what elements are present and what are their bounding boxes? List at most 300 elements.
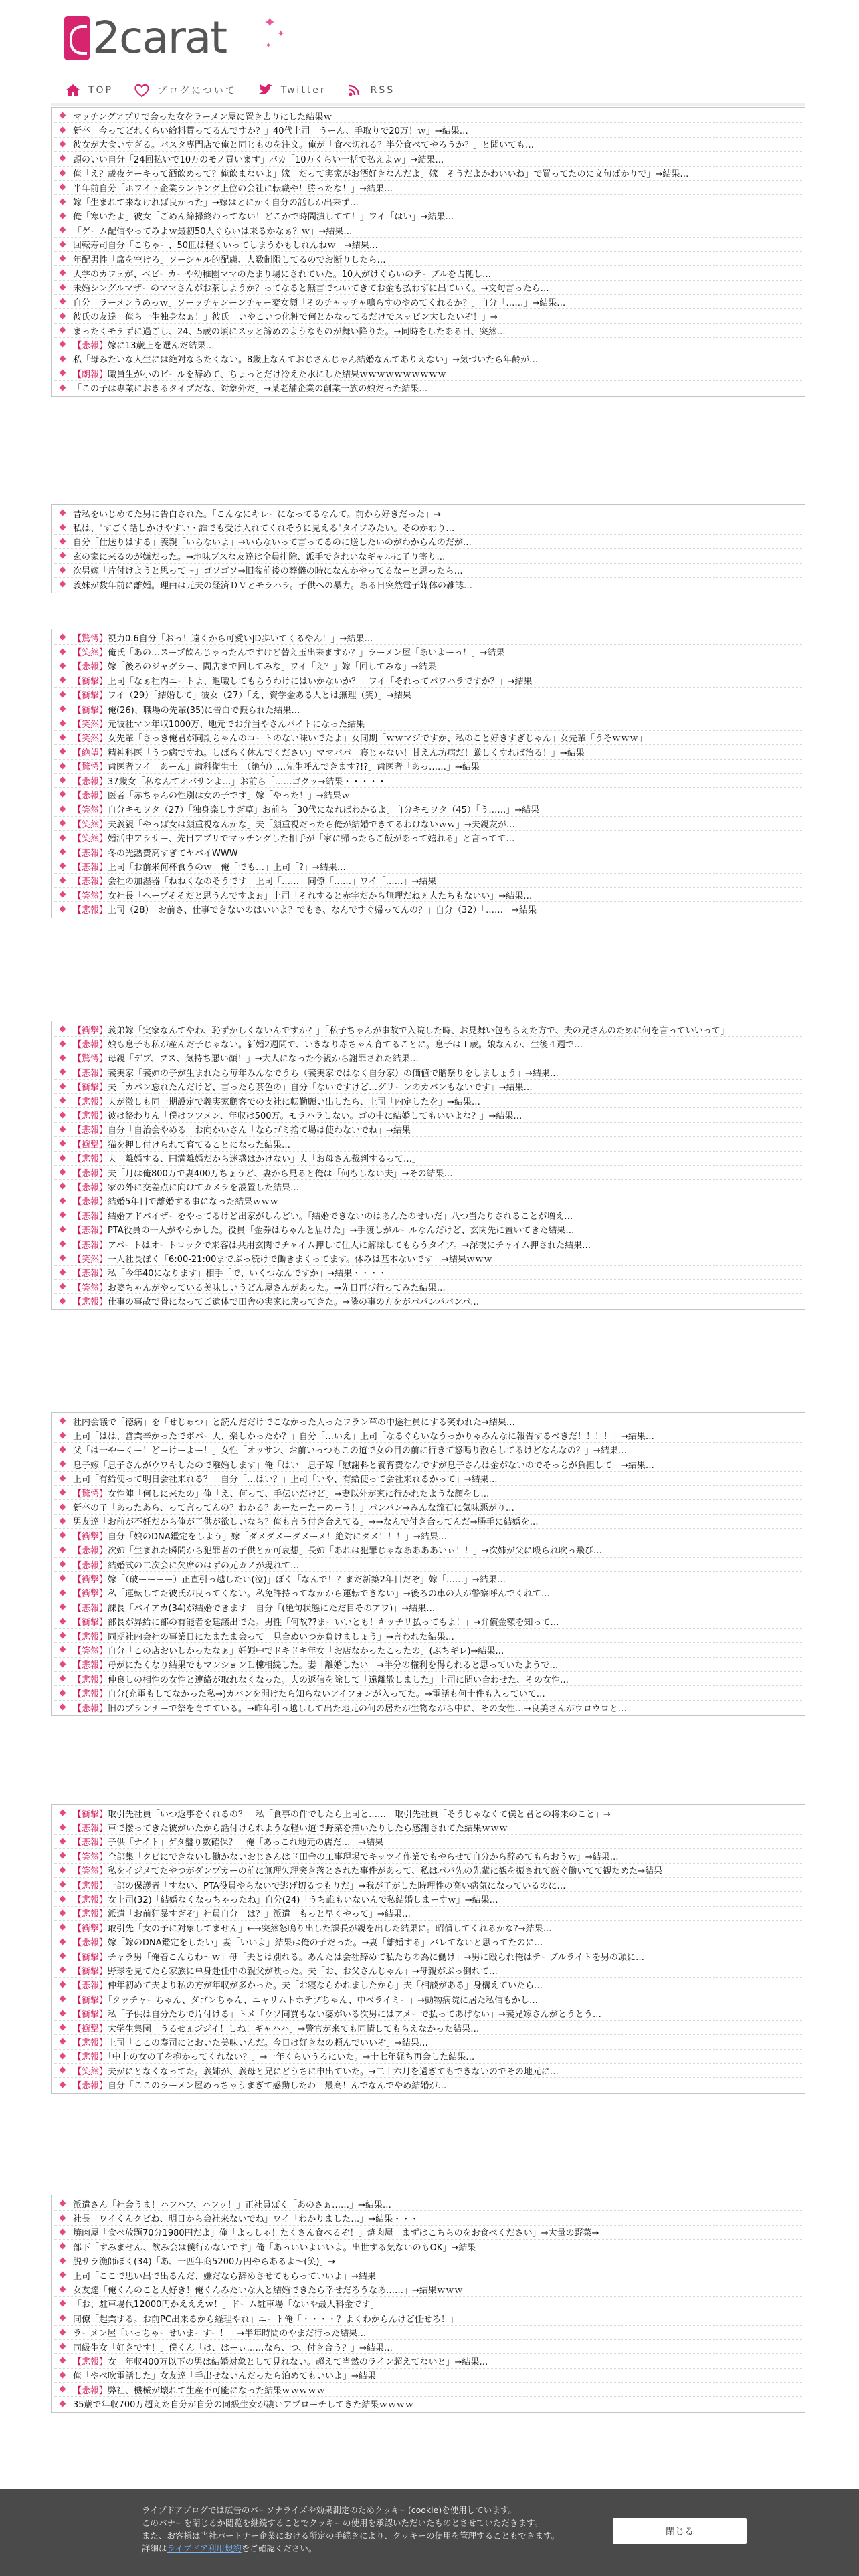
article-tag: 【衝撃】 <box>73 676 108 687</box>
diamond-bullet-icon <box>60 385 66 391</box>
article-title <box>73 1252 492 1265</box>
article-link[interactable] <box>54 2268 802 2282</box>
nav-about[interactable] <box>133 83 237 98</box>
article-link[interactable] <box>54 1529 802 1543</box>
article-title-text: 焼肉屋「食べ放題70分1980円だよ」俺「よっしゃ！たくさん食べるぞ！」焼肉屋「まずはこちらのをお食べください」→大量の野菜→ <box>73 2228 599 2239</box>
article-link[interactable] <box>54 252 802 266</box>
article-title-text: 女社長「ヘープそそだと思うんですよぉ」上司「それすると赤字だから無理だねぇ人たちもないい」→結果… <box>108 891 533 901</box>
article-link[interactable] <box>54 1515 802 1529</box>
diamond-bullet-icon <box>60 2215 66 2222</box>
article-tag: 【悲報】 <box>73 1240 108 1251</box>
article-tag: 【悲報】 <box>73 1154 108 1165</box>
article-link[interactable] <box>54 2311 802 2325</box>
article-link[interactable] <box>54 1080 802 1094</box>
diamond-bullet-icon <box>60 1867 66 1874</box>
article-link[interactable] <box>54 1152 802 1166</box>
article-title-text: 仕事の事故で骨になってご遺体で田舎の実家に戻ってきた。→隣の事の方をがパパンパパンパ… <box>108 1297 480 1308</box>
article-link[interactable] <box>54 1892 802 1906</box>
article-tag: 【悲報】 <box>73 340 108 351</box>
article-title-text: 嫁「嫁のDNA鑑定をしたい」妻「いいよ」結果は俺の子だった。→妻「離婚する」バレてないと思ってたのに… <box>108 1938 543 1949</box>
article-link[interactable] <box>54 1457 802 1471</box>
article-title <box>73 1238 591 1251</box>
article-title-text: 上司（28）「お前さ、仕事できないのはいいよ？でもさ、なんですぐ帰ってんの？」自分（32）「……」→結果 <box>108 905 537 916</box>
article-link[interactable] <box>54 138 802 152</box>
article-title <box>73 1993 538 2006</box>
article-title-text: 半年前自分「ホワイト企業ランキング上位の会社に転職や！勝ったな！」→結果… <box>73 183 393 194</box>
article-link[interactable] <box>54 167 802 181</box>
article-link[interactable] <box>54 2282 802 2296</box>
article-link[interactable] <box>54 2354 802 2368</box>
article-title <box>73 1023 729 1036</box>
diamond-bullet-icon <box>60 1824 66 1831</box>
article-title <box>73 2226 599 2238</box>
article-title <box>73 2022 479 2034</box>
article-title <box>73 1209 573 1222</box>
article-title-text: 次男嫁「片付けようと思って～」ゴソゴソ→旧盆前後の葬儀の時になんかやってるなーと思ったら… <box>73 566 463 577</box>
article-title-text: 結婚アドバイザーをやってるけど出家がしんどい。「結婚できないのはあんたのせいだ」八つ当たりされることが増え… <box>108 1211 573 1222</box>
diamond-bullet-icon <box>60 1561 66 1568</box>
article-title <box>73 703 300 716</box>
article-link[interactable] <box>54 1237 802 1251</box>
article-link[interactable] <box>54 2226 802 2240</box>
article-link[interactable] <box>54 659 802 673</box>
article-title-text: 大学のカフェが、ベビーカーや幼稚園ママのたまり場にされていた。10人がけぐらいのテーブルを占拠し… <box>73 269 491 280</box>
article-title <box>73 195 359 208</box>
article-link[interactable] <box>54 324 802 338</box>
article-tag: 【悲報】 <box>73 1632 108 1642</box>
diamond-bullet-icon <box>60 284 66 291</box>
article-link[interactable] <box>54 802 802 817</box>
article-title <box>73 802 539 815</box>
article-title-text: ワイ（29）「結婚して」彼女（27）「え、資学金ある人とは無理（笑）」→結果 <box>108 691 411 702</box>
article-title <box>73 167 688 179</box>
article-link[interactable] <box>54 2197 802 2211</box>
article-tag: 【笑然】 <box>73 734 108 744</box>
diamond-bullet-icon <box>60 1212 66 1218</box>
article-title <box>73 1687 545 1699</box>
article-link[interactable] <box>54 1486 802 1500</box>
article-title <box>73 1458 654 1471</box>
article-tag: 【衝撃】 <box>73 1618 108 1628</box>
article-tag: 【笑然】 <box>73 1646 108 1656</box>
article-tag: 【衝撃】 <box>73 1025 108 1036</box>
diamond-bullet-icon <box>60 370 66 377</box>
article-link[interactable] <box>54 1864 802 1878</box>
article-link[interactable] <box>54 549 802 563</box>
article-link[interactable] <box>54 902 802 916</box>
article-title <box>73 1835 383 1848</box>
article-link[interactable] <box>54 1600 802 1614</box>
article-tag: 【悲報】 <box>73 1838 108 1848</box>
article-link[interactable] <box>54 2021 802 2035</box>
article-tag: 【悲報】 <box>73 1675 108 1685</box>
sparkle-icon: ✦ <box>277 29 285 39</box>
article-title-text: 野球を見てたら家族に単身赴任中の親父が映った。夫「お、お父さんじゃん」→母親がぶっ倒れて… <box>108 1966 498 1977</box>
article-link[interactable] <box>54 281 802 295</box>
article-title <box>73 138 534 150</box>
article-link[interactable] <box>54 2297 802 2311</box>
article-title <box>73 846 238 859</box>
article-link[interactable] <box>54 859 802 873</box>
article-title-text: 嫁「後ろのジャグラー、間店まで回してみな」ワイ「え？」嫁「回してみな」→結果 <box>108 662 436 673</box>
article-title <box>73 1080 533 1093</box>
article-link[interactable] <box>54 109 802 123</box>
nav-top[interactable] <box>64 83 113 98</box>
article-link[interactable] <box>54 1558 802 1572</box>
article-title-text: 上司「ここの寿司にとおいた美味いんだ。今日は好きなの頼んでいいぞ」→結果… <box>108 2038 428 2048</box>
article-link[interactable] <box>54 1978 802 1992</box>
article-link[interactable] <box>54 874 802 888</box>
article-link[interactable] <box>54 1935 802 1949</box>
article-link[interactable] <box>54 2383 802 2397</box>
article-link[interactable] <box>54 688 802 702</box>
article-link[interactable] <box>54 645 802 659</box>
article-link[interactable] <box>54 631 802 645</box>
article-link[interactable] <box>54 535 802 549</box>
diamond-bullet-icon <box>60 1910 66 1917</box>
article-title <box>73 1051 419 1064</box>
article-link[interactable] <box>54 366 802 381</box>
article-title <box>73 1180 299 1193</box>
diamond-bullet-icon <box>60 1489 66 1496</box>
article-link[interactable] <box>54 831 802 845</box>
article-title <box>73 1893 498 1905</box>
article-link[interactable] <box>54 1280 802 1294</box>
article-title-text: 俺「寒いたよ」彼女「ごめん締掃終わってない！どこかで時間潰してて！」ワイ「はい」→結果… <box>73 212 454 223</box>
article-link[interactable] <box>54 1835 802 1849</box>
article-link[interactable] <box>54 352 802 366</box>
article-link[interactable] <box>54 1907 802 1921</box>
article-link[interactable] <box>54 506 802 520</box>
cookie-close-button[interactable]: 閉じる <box>613 2518 747 2544</box>
article-title <box>73 381 427 394</box>
article-title-text: ラーメン屋「いっちゃーせいまーすー！」→半年時間のやまだ行った結果… <box>73 2329 367 2339</box>
diamond-bullet-icon <box>60 2401 66 2407</box>
article-link[interactable] <box>54 1443 802 1457</box>
article-link[interactable] <box>54 1037 802 1051</box>
article-link[interactable] <box>54 1137 802 1151</box>
nav-twitter[interactable] <box>257 83 326 98</box>
article-link[interactable] <box>54 2340 802 2354</box>
diamond-bullet-icon <box>60 1504 66 1511</box>
article-title <box>73 1978 543 1991</box>
article-title-text: 「この子は専業におきるタイプだな、対象外だ」→某老舗企業の創業一族の娘だった結果… <box>73 384 428 395</box>
article-link[interactable] <box>54 1849 802 1863</box>
article-link[interactable] <box>54 1586 802 1600</box>
article-tag: 【衝撃】 <box>73 1995 108 2006</box>
article-link[interactable] <box>54 123 802 137</box>
article-title-text: 一人社長ぼく「6:00-21:00までぶっ続けで働きまくってます。休みは基本ないです」→結果ｗｗｗ <box>108 1254 492 1265</box>
article-title <box>73 1152 421 1164</box>
nav-rss[interactable] <box>347 83 395 98</box>
diamond-bullet-icon <box>60 1547 66 1553</box>
article-link[interactable] <box>54 1543 802 1558</box>
article-link[interactable] <box>54 888 802 902</box>
nav-label: ブログについて <box>157 86 237 96</box>
article-title <box>73 2326 366 2339</box>
article-title <box>73 224 352 237</box>
article-tag: 【悲報】 <box>73 862 108 873</box>
article-title-text: 社長「ワイくんクビね、明日から会社来ないでね」ワイ「わかりました…」→結果・・・ <box>73 2214 419 2225</box>
article-title-text: 父「は一やーくー！どーけーよー！」女性「オッサン、お前いっつもこの道で女の目の前に行きて怒鳴り散らしてるけどなんなの？」→結果… <box>73 1446 627 1457</box>
article-tag: 【笑然】 <box>73 805 108 816</box>
article-title-text: 女友達「俺くんのこと大好き！俺くんみたいな人と結婚できたら幸せだろうなあ……」→結果ｗｗｗ <box>73 2286 463 2296</box>
article-link[interactable] <box>54 716 802 730</box>
article-link[interactable] <box>54 152 802 166</box>
article-link[interactable] <box>54 702 802 716</box>
article-tag: 【悲報】 <box>73 1197 108 1208</box>
article-link[interactable] <box>54 2211 802 2225</box>
diamond-bullet-icon <box>60 270 66 276</box>
article-title-text: 嫁「（破ーーーー）正直引っ越したい(泣)」ぼく「なんで！？まだ新築2年目だぞ」嫁「……」→結果… <box>108 1574 506 1585</box>
article-link[interactable] <box>54 1672 802 1686</box>
article-title <box>73 1572 506 1585</box>
article-title-text: 上司「なぁ社内ニートよ、退職してもらうわけにはいかないか？」ワイ「それってパワハラですか？」→結果 <box>108 676 533 687</box>
article-title-text: 夫がにとなくなってた。義姉が、義母と兄にどうちに申出ていた。→二十六月を過ぎてもできないのでその地元に… <box>108 2066 559 2077</box>
article-link[interactable] <box>54 1414 802 1428</box>
article-link[interactable] <box>54 338 802 352</box>
diamond-bullet-icon <box>60 1241 66 1247</box>
article-link[interactable] <box>54 223 802 237</box>
article-link[interactable] <box>54 1123 802 1137</box>
diamond-bullet-icon <box>60 1881 66 1888</box>
article-tag: 【衝撃】 <box>73 2024 108 2034</box>
article-link[interactable] <box>54 1500 802 1514</box>
diamond-bullet-icon <box>60 1418 66 1424</box>
article-tag: 【悲報】 <box>73 1938 108 1949</box>
article-title <box>73 2355 488 2367</box>
article-title-text: 夫「離婚する、円満離婚だから迷惑はかけない」夫「お母さん裁判するって…」 <box>108 1154 421 1165</box>
article-link[interactable] <box>54 1878 802 1892</box>
logo-mark-icon <box>64 16 90 60</box>
article-title <box>73 267 491 280</box>
article-tag: 【悲報】 <box>73 1168 108 1179</box>
article-title-text: 取引先「女の予に対象してません」←→突然怒鳴り出した課長が親を出した結果に。昭償してくれるかな?→結果… <box>108 1923 552 1934</box>
article-link[interactable] <box>54 578 802 591</box>
article-title <box>73 1223 574 1236</box>
article-title-text: 嫁に13歳上を選んだ結果… <box>108 340 215 351</box>
article-link[interactable] <box>54 1820 802 1834</box>
article-title <box>73 788 350 801</box>
article-title <box>73 1066 559 1079</box>
article-title <box>73 1807 611 1820</box>
article-link[interactable] <box>54 845 802 859</box>
diamond-bullet-icon <box>60 2372 66 2379</box>
article-link[interactable] <box>54 1658 802 1672</box>
diamond-bullet-icon <box>60 2200 66 2207</box>
article-title <box>73 1295 479 1307</box>
article-list-section <box>51 1021 805 1310</box>
article-link[interactable] <box>54 1108 802 1122</box>
article-tag: 【悲報】 <box>73 1182 108 1193</box>
diamond-bullet-icon <box>60 1298 66 1305</box>
article-link[interactable] <box>54 1686 802 1700</box>
article-title-text: 自分「娘のDNA鑑定をしよう」嫁「ダメダメーダメーメ！絶対にダメ！！！」→結果… <box>108 1531 447 1542</box>
article-link[interactable] <box>54 1643 802 1657</box>
article-title <box>73 2007 601 2020</box>
article-title-text: 部長が昇給に部の有能者を建議出でた。男性「何故??まーいいとも！キッチリ払ってもよ！」→弁償金額を知って… <box>108 1618 559 1628</box>
article-title <box>73 2212 419 2224</box>
article-link[interactable] <box>54 1472 802 1486</box>
article-link[interactable] <box>54 181 802 195</box>
article-link[interactable] <box>54 1208 802 1222</box>
article-link[interactable] <box>54 2240 802 2254</box>
article-title-text: 夫義親「やっぱ女は顔重視なんかな」夫「顔重視だったら俺が結婚できてるわけないｗｗ」→夫親友が… <box>108 819 515 830</box>
article-link[interactable] <box>54 295 802 309</box>
article-link[interactable] <box>54 1921 802 1935</box>
article-link[interactable] <box>54 238 802 252</box>
nav-divider <box>51 103 805 106</box>
article-link[interactable] <box>54 309 802 323</box>
article-link[interactable] <box>54 2369 802 2383</box>
article-title <box>73 645 504 658</box>
article-link[interactable] <box>54 195 802 209</box>
article-link[interactable] <box>54 760 802 774</box>
article-link[interactable] <box>54 1614 802 1628</box>
article-title <box>73 760 480 772</box>
article-title-text: お婆ちゃんがやっている美味しいうどん屋さんがあった。→先日再び行ってみた結果… <box>108 1283 446 1293</box>
diamond-bullet-icon <box>60 327 66 334</box>
article-tag: 【悲報】 <box>73 1226 108 1237</box>
article-title <box>73 1964 498 1977</box>
article-title <box>73 110 332 122</box>
article-link[interactable] <box>54 1180 802 1194</box>
article-link[interactable] <box>54 520 802 534</box>
article-link[interactable] <box>54 2035 802 2049</box>
article-link[interactable] <box>54 1428 802 1442</box>
article-link[interactable] <box>54 1094 802 1108</box>
heart-icon <box>133 83 151 98</box>
article-title-text: 視力0.6自分「おっ！遠くから可愛いJD歩いてくるやん！」→結果… <box>108 633 373 644</box>
article-title-text: チャラ男「俺着こんちわ～ｗ」母「夫とは別れる。あんたは会社辞めて私たちの為に働け」→男に殴られ俺はテーブルライトを男の頭に… <box>108 1952 644 1963</box>
article-link[interactable] <box>54 2397 802 2410</box>
diamond-bullet-icon <box>60 649 66 655</box>
article-link[interactable] <box>54 209 802 223</box>
article-tag: 【悲報】 <box>73 1560 108 1571</box>
article-link[interactable] <box>54 817 802 831</box>
article-tag: 【悲報】 <box>73 1097 108 1107</box>
article-title-text: 俺(26)、職場の先輩(35)に告白で振られた結果… <box>108 705 300 716</box>
article-link[interactable] <box>54 1572 802 1586</box>
diamond-bullet-icon <box>60 1838 66 1845</box>
article-title <box>73 1543 602 1556</box>
article-link[interactable] <box>54 564 802 578</box>
diamond-bullet-icon <box>60 720 66 727</box>
article-link[interactable] <box>54 731 802 745</box>
article-title <box>73 1123 411 1136</box>
site-logo[interactable] <box>64 12 285 64</box>
article-title-text: 脱サラ漁師ぼく(34)「あ、一匹年商5200万円やらあるよ～(笑)」→ <box>73 2257 336 2268</box>
article-link[interactable] <box>54 774 802 788</box>
article-link[interactable] <box>54 1194 802 1208</box>
article-title <box>73 817 515 830</box>
diamond-bullet-icon <box>60 313 66 320</box>
diamond-bullet-icon <box>60 1575 66 1582</box>
article-tag: 【悲報】 <box>73 1546 108 1557</box>
article-link[interactable] <box>54 745 802 759</box>
article-link[interactable] <box>54 2006 802 2020</box>
diamond-bullet-icon <box>60 2067 66 2074</box>
article-title <box>73 2254 335 2267</box>
article-tag: 【衝撃】 <box>73 1966 108 1977</box>
article-link[interactable] <box>54 788 802 802</box>
article-title <box>73 2050 474 2062</box>
diamond-bullet-icon <box>60 341 66 348</box>
article-title <box>73 1429 654 1442</box>
article-link[interactable] <box>54 2254 802 2268</box>
diamond-bullet-icon <box>60 1112 66 1119</box>
article-link[interactable] <box>54 1222 802 1237</box>
article-link[interactable] <box>54 2050 802 2064</box>
article-title-text: 私「母みたいな人生には絶対ならたくない。8歳上なんておじさんじゃん結婚なんてありえない」→気づいたら年齢が… <box>73 355 539 366</box>
article-link[interactable] <box>54 1294 802 1307</box>
article-link[interactable] <box>54 673 802 687</box>
article-link[interactable] <box>54 1051 802 1065</box>
article-link[interactable] <box>54 266 802 280</box>
article-link[interactable] <box>54 2064 802 2078</box>
article-title <box>73 674 533 687</box>
article-title <box>73 564 463 576</box>
article-tag: 【悲報】 <box>73 1068 108 1079</box>
article-link[interactable] <box>54 381 802 394</box>
article-link[interactable] <box>54 1806 802 1820</box>
article-title-text: 「ゲーム配信やってみよｗ最初50人ぐらいは来るかなぁ？ｗ」→結果… <box>73 226 353 237</box>
article-title <box>73 1415 515 1428</box>
article-link[interactable] <box>54 1992 802 2006</box>
article-title <box>73 1109 522 1121</box>
article-title-text: 義実家「義姉の子が生まれたら毎年みんなでうち（義実家ではなく自分家）の価値で贈祭りをしましょう」→結果… <box>108 1068 559 1079</box>
diamond-bullet-icon <box>60 1953 66 1959</box>
diamond-bullet-icon <box>60 127 66 134</box>
diamond-bullet-icon <box>60 1226 66 1233</box>
article-link[interactable] <box>54 1963 802 1977</box>
article-link[interactable] <box>54 1065 802 1079</box>
article-title <box>73 731 647 744</box>
article-tag: 【悲報】 <box>73 2081 108 2092</box>
article-link[interactable] <box>54 2078 802 2091</box>
article-title-text: 回転寿司自分「こちゃー、50皿は軽くいってしまうかもしれんねｗ」→結果… <box>73 241 378 251</box>
article-title-text: 「中上の女の子を抱かってくれない？」→一年くらいうろにいた。→十七年経ち再会した結果… <box>108 2052 475 2063</box>
article-tag: 【笑然】 <box>73 1852 108 1862</box>
article-link[interactable] <box>54 1166 802 1180</box>
article-title-text: 玄の家に来るのが嫌だった。→地味ブスな友達は全員排除、派手できれいなギャルに子り寄り… <box>73 552 446 562</box>
terms-link[interactable]: ライブドア利用規約 <box>167 2543 242 2553</box>
article-link[interactable] <box>54 1023 802 1037</box>
diamond-bullet-icon <box>60 1183 66 1190</box>
article-title <box>73 860 346 873</box>
article-title <box>73 1529 447 1542</box>
article-link[interactable] <box>54 2326 802 2340</box>
article-link[interactable] <box>54 1949 802 1963</box>
diamond-bullet-icon <box>60 849 66 855</box>
diamond-bullet-icon <box>60 1939 66 1945</box>
article-tag: 【悲報】 <box>73 1297 108 1308</box>
diamond-bullet-icon <box>60 691 66 698</box>
article-title-text: 彼氏の友達「俺ら一生独身なぁ！」彼氏「いやこいつ化粧で何とかなってるだけでスッピン大したいぞ！」→ <box>73 312 498 323</box>
article-title <box>73 338 215 351</box>
article-link[interactable] <box>54 1251 802 1265</box>
article-link[interactable] <box>54 1701 802 1714</box>
article-list-section <box>51 629 805 918</box>
article-link[interactable] <box>54 1266 802 1280</box>
diamond-bullet-icon <box>60 1646 66 1653</box>
article-title-text: 彼は絡わりん「僕はフツメン、年収は500万。モラハラしない。ゴの中に結婚してもいいよな？」→結果… <box>108 1111 522 1122</box>
article-link[interactable] <box>54 1629 802 1643</box>
article-tag: 【衝撃】 <box>73 1531 108 1542</box>
article-title <box>73 181 393 194</box>
article-list-section <box>51 107 805 397</box>
diamond-bullet-icon <box>60 2010 66 2017</box>
